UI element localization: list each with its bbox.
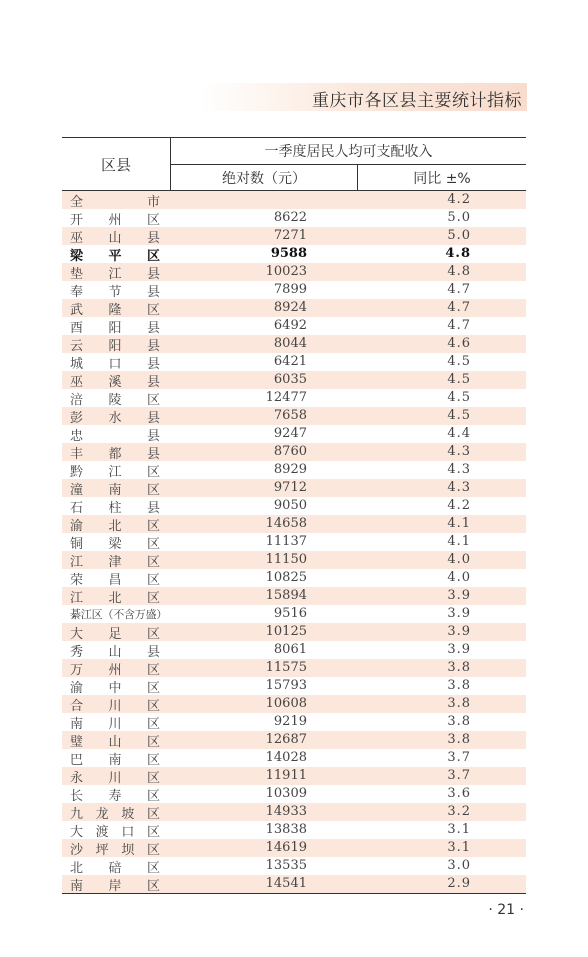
county-name: 铜 梁 区 bbox=[70, 536, 160, 552]
absolute-value: 12477 bbox=[265, 390, 307, 405]
table-row bbox=[62, 731, 526, 749]
yoy-value: 4.5 bbox=[447, 390, 471, 405]
yoy-value: 4.5 bbox=[447, 408, 471, 423]
table-row bbox=[62, 515, 526, 533]
yoy-value: 3.7 bbox=[447, 768, 471, 783]
table-row bbox=[62, 551, 526, 569]
county-name: 忠 县 bbox=[70, 428, 160, 444]
table-row bbox=[62, 497, 526, 515]
absolute-value: 8061 bbox=[273, 642, 307, 657]
yoy-value: 4.3 bbox=[447, 444, 471, 459]
county-name: 南 川 区 bbox=[70, 716, 160, 732]
table-row bbox=[62, 821, 526, 839]
table-row bbox=[62, 353, 526, 371]
yoy-value: 3.6 bbox=[447, 786, 471, 801]
absolute-value: 14933 bbox=[265, 804, 307, 819]
header-county: 区县 bbox=[62, 138, 171, 190]
absolute-value: 11150 bbox=[265, 552, 307, 567]
absolute-value: 14028 bbox=[265, 750, 307, 765]
table-row bbox=[62, 209, 526, 227]
county-name: 江 北 区 bbox=[70, 590, 160, 606]
yoy-value: 3.8 bbox=[447, 732, 471, 747]
yoy-value: 4.4 bbox=[447, 426, 471, 441]
county-name: 涪 陵 区 bbox=[70, 392, 160, 408]
table-row bbox=[62, 677, 526, 695]
table-row bbox=[62, 335, 526, 353]
yoy-value: 3.9 bbox=[447, 588, 471, 603]
absolute-value: 9712 bbox=[273, 480, 307, 495]
absolute-value: 8760 bbox=[273, 444, 307, 459]
yoy-value: 4.2 bbox=[447, 192, 471, 207]
table-row bbox=[62, 245, 526, 263]
absolute-value: 11575 bbox=[265, 660, 307, 675]
table-row bbox=[62, 767, 526, 785]
county-name: 石 柱 县 bbox=[70, 500, 160, 516]
table-row bbox=[62, 569, 526, 587]
county-name: 云 阳 县 bbox=[70, 338, 160, 354]
absolute-value: 9588 bbox=[270, 246, 307, 261]
absolute-value: 14541 bbox=[265, 876, 307, 891]
yoy-value: 4.6 bbox=[447, 336, 471, 351]
county-name: 万 州 区 bbox=[70, 662, 160, 678]
absolute-value: 8929 bbox=[273, 462, 307, 477]
absolute-value: 10023 bbox=[265, 264, 307, 279]
county-name: 綦江区（不含万盛） bbox=[70, 608, 168, 621]
yoy-value: 3.0 bbox=[447, 858, 471, 873]
yoy-value: 4.7 bbox=[447, 282, 471, 297]
county-name: 巴 南 区 bbox=[70, 752, 160, 768]
absolute-value: 9516 bbox=[273, 606, 307, 621]
yoy-value: 4.0 bbox=[447, 552, 471, 567]
yoy-value: 5.0 bbox=[447, 228, 471, 243]
county-name: 武 隆 区 bbox=[70, 302, 160, 318]
table-row bbox=[62, 695, 526, 713]
absolute-value: 7899 bbox=[273, 282, 307, 297]
yoy-value: 4.8 bbox=[447, 264, 471, 279]
absolute-value: 10125 bbox=[265, 624, 307, 639]
table-row bbox=[62, 713, 526, 731]
yoy-value: 3.1 bbox=[447, 822, 471, 837]
absolute-value: 15894 bbox=[265, 588, 307, 603]
county-name: 城 口 县 bbox=[70, 356, 160, 372]
absolute-value: 9050 bbox=[273, 498, 307, 513]
absolute-value: 14619 bbox=[265, 840, 307, 855]
table-row bbox=[62, 191, 526, 209]
table-row bbox=[62, 533, 526, 551]
statistics-table bbox=[62, 137, 526, 894]
table-row bbox=[62, 623, 526, 641]
yoy-value: 4.8 bbox=[445, 246, 471, 261]
table-body bbox=[62, 191, 526, 893]
county-name: 丰 都 县 bbox=[70, 446, 160, 462]
header-yoy: 同比 ±% bbox=[413, 170, 471, 187]
yoy-value: 3.9 bbox=[447, 642, 471, 657]
table-row bbox=[62, 425, 526, 443]
absolute-value: 14658 bbox=[265, 516, 307, 531]
county-name: 璧 山 区 bbox=[70, 734, 160, 750]
county-name: 潼 南 区 bbox=[70, 482, 160, 498]
absolute-value: 9247 bbox=[273, 426, 307, 441]
county-name: 垫 江 县 bbox=[70, 266, 160, 282]
absolute-value: 10608 bbox=[265, 696, 307, 711]
county-name: 渝 北 区 bbox=[70, 518, 160, 534]
county-name: 合 川 区 bbox=[70, 698, 160, 714]
yoy-value: 2.9 bbox=[447, 876, 471, 891]
table-row bbox=[62, 227, 526, 245]
page-title: 重庆市各区县主要统计指标 bbox=[312, 91, 522, 111]
yoy-value: 3.7 bbox=[447, 750, 471, 765]
table-row bbox=[62, 371, 526, 389]
table-row bbox=[62, 605, 526, 623]
county-name: 南 岸 区 bbox=[70, 878, 160, 894]
yoy-value: 4.5 bbox=[447, 354, 471, 369]
table-row bbox=[62, 857, 526, 875]
county-name: 全 市 bbox=[70, 194, 160, 210]
yoy-value: 4.3 bbox=[447, 462, 471, 477]
table-row bbox=[62, 299, 526, 317]
yoy-value: 3.9 bbox=[447, 624, 471, 639]
absolute-value: 12687 bbox=[265, 732, 307, 747]
table-row bbox=[62, 443, 526, 461]
yoy-value: 4.2 bbox=[447, 498, 471, 513]
absolute-value: 9219 bbox=[273, 714, 307, 729]
absolute-value: 6035 bbox=[273, 372, 307, 387]
absolute-value: 11911 bbox=[265, 768, 307, 783]
county-name: 永 川 区 bbox=[70, 770, 160, 786]
table-row bbox=[62, 407, 526, 425]
yoy-value: 4.1 bbox=[447, 516, 471, 531]
yoy-value: 3.1 bbox=[447, 840, 471, 855]
yoy-value: 4.7 bbox=[447, 300, 471, 315]
table-row bbox=[62, 641, 526, 659]
table-row bbox=[62, 803, 526, 821]
county-name: 彭 水 县 bbox=[70, 410, 160, 426]
county-name: 大 足 区 bbox=[70, 626, 160, 642]
county-name: 渝 中 区 bbox=[70, 680, 160, 696]
absolute-value: 13535 bbox=[265, 858, 307, 873]
table-row bbox=[62, 659, 526, 677]
table-row bbox=[62, 317, 526, 335]
absolute-value: 6421 bbox=[273, 354, 307, 369]
table-row bbox=[62, 281, 526, 299]
absolute-value: 7271 bbox=[273, 228, 307, 243]
yoy-value: 3.8 bbox=[447, 696, 471, 711]
header-absolute: 绝对数（元） bbox=[171, 165, 358, 190]
yoy-value: 5.0 bbox=[447, 210, 471, 225]
absolute-value: 6492 bbox=[273, 318, 307, 333]
table-row bbox=[62, 461, 526, 479]
table-row bbox=[62, 749, 526, 767]
absolute-value: 8924 bbox=[273, 300, 307, 315]
yoy-value: 3.8 bbox=[447, 714, 471, 729]
county-name: 秀 山 县 bbox=[70, 644, 160, 660]
county-name: 九 龙 坡 区 bbox=[70, 806, 160, 822]
yoy-value: 4.5 bbox=[447, 372, 471, 387]
county-name: 沙 坪 坝 区 bbox=[70, 842, 160, 858]
yoy-value: 4.7 bbox=[447, 318, 471, 333]
table-row bbox=[62, 785, 526, 803]
county-name: 北 碚 区 bbox=[70, 860, 160, 876]
table-row bbox=[62, 479, 526, 497]
absolute-value: 13838 bbox=[265, 822, 307, 837]
county-name: 巫 溪 县 bbox=[70, 374, 160, 390]
header-income-group: 一季度居民人均可支配收入 bbox=[171, 138, 526, 165]
county-name: 黔 江 区 bbox=[70, 464, 160, 480]
table-row bbox=[62, 839, 526, 857]
yoy-value: 4.0 bbox=[447, 570, 471, 585]
absolute-value bbox=[171, 191, 307, 209]
county-name: 梁 平 区 bbox=[70, 248, 160, 264]
county-name: 酉 阳 县 bbox=[70, 320, 160, 336]
absolute-value: 8622 bbox=[273, 210, 307, 225]
absolute-value: 8044 bbox=[273, 336, 307, 351]
absolute-value: 10309 bbox=[265, 786, 307, 801]
county-name: 开 州 区 bbox=[70, 212, 160, 228]
page-number: · 21 · bbox=[488, 902, 524, 918]
yoy-value: 3.8 bbox=[447, 660, 471, 675]
table-header bbox=[62, 138, 526, 191]
table-row bbox=[62, 875, 526, 893]
yoy-value: 3.8 bbox=[447, 678, 471, 693]
table-row bbox=[62, 263, 526, 281]
table-row bbox=[62, 389, 526, 407]
county-name: 长 寿 区 bbox=[70, 788, 160, 804]
absolute-value: 7658 bbox=[273, 408, 307, 423]
county-name: 荣 昌 区 bbox=[70, 572, 160, 588]
county-name: 大 渡 口 区 bbox=[70, 824, 160, 840]
yoy-value: 3.2 bbox=[447, 804, 471, 819]
yoy-value: 4.1 bbox=[447, 534, 471, 549]
county-name: 巫 山 县 bbox=[70, 230, 160, 246]
yoy-value: 3.9 bbox=[447, 606, 471, 621]
county-name: 江 津 区 bbox=[70, 554, 160, 570]
absolute-value: 10825 bbox=[265, 570, 307, 585]
absolute-value: 11137 bbox=[265, 534, 307, 549]
yoy-value: 4.3 bbox=[447, 480, 471, 495]
county-name: 奉 节 县 bbox=[70, 284, 160, 300]
table-row bbox=[62, 587, 526, 605]
absolute-value: 15793 bbox=[265, 678, 307, 693]
